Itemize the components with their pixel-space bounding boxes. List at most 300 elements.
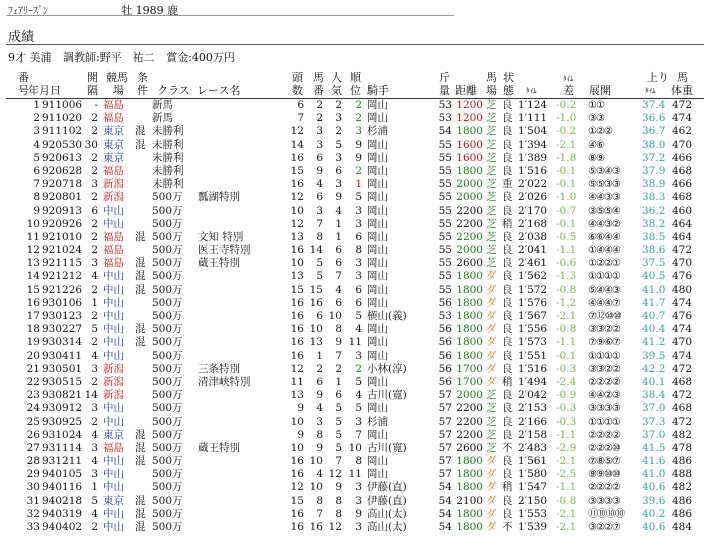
cell-cls: 未勝利 bbox=[152, 178, 184, 191]
cell-surf: 芝 bbox=[486, 441, 497, 454]
cell-umaban: 5 bbox=[316, 270, 323, 283]
cell-no: 29 bbox=[26, 468, 40, 481]
cell-track: 中山 bbox=[103, 481, 124, 494]
cell-cls: 新馬 bbox=[152, 99, 173, 111]
cell-cond: 混 bbox=[135, 336, 146, 349]
cell-pace: ②②②② bbox=[588, 376, 620, 388]
cell-surf: 芝 bbox=[486, 191, 497, 204]
cell-wt: 56 bbox=[438, 296, 452, 309]
cell-rank: 7 bbox=[355, 428, 362, 441]
cell-time: 2′150 bbox=[518, 494, 548, 507]
cell-time: 1′516 bbox=[518, 362, 548, 375]
cell-last: 41.0 bbox=[642, 283, 666, 296]
col-no-bot: 号 bbox=[18, 84, 29, 97]
cell-race: 清津峡特別 bbox=[198, 375, 251, 388]
cell-bw: 478 bbox=[672, 441, 693, 454]
cell-umaban: 2 bbox=[316, 362, 323, 375]
cell-date: 931024 bbox=[42, 428, 83, 441]
cell-surf: ダ bbox=[486, 362, 497, 375]
cell-umaban: 8 bbox=[316, 428, 323, 441]
cell-no: 33 bbox=[26, 521, 40, 533]
cell-date: 920926 bbox=[42, 217, 83, 230]
cell-bw: 468 bbox=[672, 164, 693, 177]
cell-dist: 2100 bbox=[456, 494, 483, 507]
cell-no: 19 bbox=[26, 336, 40, 349]
cell-heads: 10 bbox=[290, 257, 304, 270]
cell-rank: 3 bbox=[355, 415, 362, 428]
cell-state: 稍 bbox=[502, 217, 513, 230]
cell-last: 37.0 bbox=[642, 402, 666, 415]
cell-time: 2′166 bbox=[518, 415, 548, 428]
cell-rank: 11 bbox=[348, 336, 362, 349]
cell-no: 1 bbox=[33, 99, 40, 111]
cell-cls: 500万 bbox=[152, 257, 183, 270]
cell-heads: 15 bbox=[290, 164, 304, 177]
table-row bbox=[0, 112, 717, 125]
cell-time: 1′494 bbox=[518, 375, 548, 388]
cell-diff: -1.2 bbox=[556, 296, 577, 309]
cell-state: 良 bbox=[502, 191, 513, 204]
cell-date: 921010 bbox=[42, 230, 83, 243]
cell-pop: 6 bbox=[335, 244, 342, 257]
cell-no: 6 bbox=[33, 164, 40, 177]
cell-date: 931114 bbox=[42, 441, 83, 454]
cell-dist: 2600 bbox=[456, 441, 483, 454]
col-track-top: 競馬 bbox=[106, 71, 128, 84]
cell-diff: -1.3 bbox=[556, 270, 577, 283]
cell-cls: 500万 bbox=[152, 507, 183, 520]
cell-last: 36.2 bbox=[642, 204, 666, 217]
cell-bw: 472 bbox=[672, 362, 693, 375]
cell-no: 20 bbox=[26, 349, 40, 362]
cell-pace: ⑤④④③ bbox=[588, 284, 620, 296]
cell-cls: 未勝利 bbox=[152, 125, 184, 138]
cell-last: 37.4 bbox=[642, 99, 666, 111]
cell-pop: 2 bbox=[335, 125, 342, 138]
cell-wt: 54 bbox=[438, 507, 452, 520]
cell-wt: 55 bbox=[438, 283, 452, 296]
cell-kan: 2 bbox=[91, 191, 98, 204]
cell-state: 良 bbox=[502, 507, 513, 520]
cell-pace: ②②②② bbox=[588, 429, 620, 441]
cell-dist: 1800 bbox=[456, 310, 483, 322]
cell-state: 良 bbox=[502, 257, 513, 270]
cell-no: 26 bbox=[26, 428, 40, 441]
cell-no: 24 bbox=[26, 402, 40, 415]
cell-wt: 57 bbox=[438, 428, 452, 441]
cell-track: 中山 bbox=[103, 521, 124, 533]
col-state-bot: 態 bbox=[503, 84, 514, 97]
race-results-table bbox=[0, 99, 717, 534]
cell-last: 41.0 bbox=[642, 468, 666, 481]
cell-cond: 混 bbox=[135, 283, 146, 296]
cell-pop: 1 bbox=[335, 375, 342, 388]
cell-no: 15 bbox=[26, 283, 40, 296]
col-diff: 差 bbox=[563, 84, 574, 97]
col-kan-bot: 隔 bbox=[87, 84, 98, 97]
cell-jockey: 岡山 bbox=[367, 191, 388, 204]
cell-no: 31 bbox=[26, 494, 40, 507]
cell-date: 920530 bbox=[42, 138, 83, 151]
cell-last: 39.6 bbox=[642, 494, 666, 507]
cell-time: 2′170 bbox=[518, 204, 548, 217]
cell-last: 37.9 bbox=[642, 164, 666, 177]
cell-diff: -0.3 bbox=[556, 415, 577, 428]
cell-heads: 10 bbox=[290, 415, 304, 428]
cell-rank: 3 bbox=[355, 349, 362, 362]
cell-wt: 56 bbox=[438, 323, 452, 336]
cell-heads: 16 bbox=[290, 151, 304, 164]
cell-track: 中山 bbox=[103, 217, 124, 230]
cell-track: 中山 bbox=[103, 336, 124, 349]
cell-track: 中山 bbox=[103, 296, 124, 309]
cell-track: 中山 bbox=[103, 415, 124, 428]
cell-diff: -1.1 bbox=[556, 244, 577, 257]
cell-time: 1′553 bbox=[518, 507, 548, 520]
col-dist: 距離 bbox=[455, 84, 477, 97]
cell-state: 良 bbox=[502, 151, 513, 164]
cell-wt: 53 bbox=[438, 112, 452, 125]
cell-date: 930411 bbox=[42, 349, 83, 362]
cell-cls: 500万 bbox=[152, 310, 183, 322]
cell-wt: 57 bbox=[438, 441, 452, 454]
cell-state: 良 bbox=[502, 362, 513, 375]
cell-heads: 15 bbox=[290, 283, 304, 296]
cell-pop: 12 bbox=[328, 468, 342, 481]
cell-heads: 9 bbox=[297, 428, 304, 441]
cell-date: 931211 bbox=[42, 455, 83, 468]
cell-pop: 7 bbox=[335, 455, 342, 468]
cell-pace: ⑧⑨ bbox=[588, 152, 604, 164]
cell-time: 2′158 bbox=[518, 428, 548, 441]
cell-rank: 9 bbox=[355, 138, 362, 151]
cell-pace: ①①①① bbox=[588, 416, 620, 428]
cell-jockey: 岡山 bbox=[367, 428, 388, 441]
table-row bbox=[0, 481, 717, 494]
cell-race: 医王寺特別 bbox=[198, 244, 251, 257]
cell-time: 2′483 bbox=[518, 441, 548, 454]
cell-last: 38.5 bbox=[642, 230, 666, 243]
cell-no: 11 bbox=[26, 230, 40, 243]
cell-dist: 2200 bbox=[456, 415, 483, 428]
cell-umaban: 16 bbox=[309, 521, 323, 533]
table-row bbox=[0, 442, 717, 455]
cell-umaban: 9 bbox=[316, 389, 323, 402]
cell-umaban: 4 bbox=[316, 402, 323, 415]
cell-pace: ②②②② bbox=[588, 482, 620, 494]
col-kan-top: 開 bbox=[87, 71, 98, 84]
cell-state: 良 bbox=[502, 494, 513, 507]
cell-surf: ダ bbox=[486, 323, 497, 336]
cell-dist: 1800 bbox=[456, 125, 483, 138]
cell-pop: 7 bbox=[335, 270, 342, 283]
cell-cond: 混 bbox=[135, 494, 146, 507]
cell-diff: -0.2 bbox=[556, 99, 577, 111]
cell-heads: 12 bbox=[290, 362, 304, 375]
cell-dist: 1200 bbox=[456, 112, 483, 125]
cell-last: 38.3 bbox=[642, 191, 666, 204]
cell-jockey: 岡山 bbox=[367, 138, 388, 151]
cell-state: 良 bbox=[502, 336, 513, 349]
cell-track: 新潟 bbox=[103, 389, 124, 402]
cell-date: 911020 bbox=[42, 112, 83, 125]
cell-cls: 新馬 bbox=[152, 112, 173, 125]
cell-state: 稍 bbox=[502, 481, 513, 494]
cell-time: 1′572 bbox=[518, 283, 548, 296]
col-pop-bot: 気 bbox=[331, 84, 342, 97]
cell-cls: 500万 bbox=[152, 402, 183, 415]
cell-kan: 2 bbox=[91, 244, 98, 257]
cell-heads: 13 bbox=[290, 270, 304, 283]
cell-surf: 芝 bbox=[486, 244, 497, 257]
cell-dist: 2200 bbox=[456, 402, 483, 415]
cell-track: 中山 bbox=[103, 468, 124, 481]
col-last-bot: ﾀｲﾑ bbox=[645, 87, 656, 95]
cell-jockey: 岡山 bbox=[367, 468, 388, 481]
col-jockey: 騎手 bbox=[367, 84, 389, 97]
cell-wt: 56 bbox=[438, 349, 452, 362]
col-state-top: 状 bbox=[503, 71, 514, 84]
cell-surf: ダ bbox=[486, 270, 497, 283]
cell-date: 930123 bbox=[42, 310, 83, 322]
cell-bw: 480 bbox=[672, 283, 693, 296]
cell-diff: -0.3 bbox=[556, 362, 577, 375]
age-area: 9才 美浦 bbox=[8, 51, 52, 64]
cell-umaban: 9 bbox=[316, 164, 323, 177]
cell-pop: 8 bbox=[335, 494, 342, 507]
cell-heads: 16 bbox=[290, 455, 304, 468]
cell-pace: ③⑤⑤④ bbox=[588, 205, 620, 217]
cell-cls: 500万 bbox=[152, 217, 183, 230]
cell-kan: 4 bbox=[91, 455, 98, 468]
cell-umaban: 7 bbox=[316, 217, 323, 230]
cell-wt: 53 bbox=[438, 99, 452, 111]
cell-time: 1′389 bbox=[518, 151, 548, 164]
cell-wt: 55 bbox=[438, 191, 452, 204]
cell-pace: ②②②⑩ bbox=[588, 442, 620, 454]
col-surface-top: 馬 bbox=[486, 71, 497, 84]
cell-pop: 4 bbox=[335, 283, 342, 296]
cell-bw: 472 bbox=[672, 415, 693, 428]
cell-bw: 486 bbox=[672, 494, 693, 507]
cell-cls: 500万 bbox=[152, 428, 183, 441]
cell-date: 940402 bbox=[42, 521, 83, 533]
cell-kan: 2 bbox=[91, 230, 98, 243]
cell-state: 不 bbox=[502, 441, 513, 454]
cell-cond: 混 bbox=[135, 507, 146, 520]
cell-time: 2′461 bbox=[518, 257, 548, 270]
cell-wt: 55 bbox=[438, 270, 452, 283]
cell-umaban: 15 bbox=[309, 283, 323, 296]
cell-last: 40.1 bbox=[642, 375, 666, 388]
cell-kan: 4 bbox=[91, 428, 98, 441]
cell-wt: 57 bbox=[438, 455, 452, 468]
table-row bbox=[0, 350, 717, 363]
cell-diff: -0.1 bbox=[556, 217, 577, 230]
cell-rank: 2 bbox=[355, 112, 362, 125]
table-row bbox=[0, 152, 717, 165]
cell-pop: 1 bbox=[335, 230, 342, 243]
cell-bw: 474 bbox=[672, 349, 693, 362]
cell-rank: 3 bbox=[355, 521, 362, 533]
cell-track: 福島 bbox=[103, 164, 124, 177]
cell-pace: ⑦⑧⑤⑦ bbox=[588, 456, 620, 468]
cell-state: 良 bbox=[502, 389, 513, 402]
cell-pop: 9 bbox=[335, 191, 342, 204]
cell-last: 40.6 bbox=[642, 521, 666, 533]
cell-time: 1′573 bbox=[518, 336, 548, 349]
cell-time: 1′539 bbox=[518, 521, 548, 533]
cell-state: 良 bbox=[502, 99, 513, 111]
cell-last: 38.6 bbox=[642, 244, 666, 257]
cell-jockey: 岡山 bbox=[367, 151, 388, 164]
cell-umaban: 3 bbox=[316, 125, 323, 138]
cell-date: 921212 bbox=[42, 270, 83, 283]
cell-surf: 芝 bbox=[486, 415, 497, 428]
cell-kan: 3 bbox=[91, 257, 98, 270]
cell-wt: 55 bbox=[438, 164, 452, 177]
cell-no: 5 bbox=[33, 151, 40, 164]
cell-time: 2′026 bbox=[518, 191, 548, 204]
table-row bbox=[0, 455, 717, 468]
cell-pop: 5 bbox=[335, 441, 342, 454]
cell-surf: ダ bbox=[486, 468, 497, 481]
cell-diff: -2.1 bbox=[556, 455, 577, 468]
cell-state: 良 bbox=[502, 296, 513, 309]
cell-surf: ダ bbox=[486, 283, 497, 296]
cell-diff: -1.0 bbox=[556, 191, 577, 204]
cell-jockey: 岡山 bbox=[367, 375, 388, 388]
cell-time: 1′394 bbox=[518, 138, 548, 151]
cell-pop: 6 bbox=[335, 164, 342, 177]
cell-track: 新潟 bbox=[103, 178, 124, 191]
cell-rank: 3 bbox=[355, 125, 362, 138]
cell-umaban: 13 bbox=[309, 336, 323, 349]
cell-wt: 55 bbox=[438, 204, 452, 217]
cell-umaban: 9 bbox=[316, 441, 323, 454]
cell-diff: -0.7 bbox=[556, 204, 577, 217]
cell-no: 21 bbox=[26, 362, 40, 375]
cell-track: 福島 bbox=[103, 244, 124, 257]
cell-surf: 芝 bbox=[486, 428, 497, 441]
cell-track: 中山 bbox=[103, 270, 124, 283]
cell-diff: -1.1 bbox=[556, 428, 577, 441]
cell-kan: 4 bbox=[91, 270, 98, 283]
cell-kan: 2 bbox=[91, 336, 98, 349]
cell-heads: 16 bbox=[290, 296, 304, 309]
cell-heads: 16 bbox=[290, 336, 304, 349]
cell-track: 中山 bbox=[103, 323, 124, 336]
cell-wt: 55 bbox=[438, 151, 452, 164]
cell-dist: 1800 bbox=[456, 468, 483, 481]
cell-bw: 470 bbox=[672, 138, 693, 151]
cell-dist: 1800 bbox=[456, 270, 483, 283]
cell-pop: 12 bbox=[328, 521, 342, 533]
cell-wt: 54 bbox=[438, 494, 452, 507]
cell-pop: 2 bbox=[335, 99, 342, 111]
cell-umaban: 6 bbox=[316, 151, 323, 164]
cell-umaban: 2 bbox=[316, 112, 323, 125]
cell-umaban: 3 bbox=[316, 138, 323, 151]
cell-heads: 12 bbox=[290, 217, 304, 230]
cell-no: 23 bbox=[26, 389, 40, 402]
cell-state: 良 bbox=[502, 428, 513, 441]
cell-pop: 10 bbox=[328, 310, 342, 322]
cell-track: 東京 bbox=[103, 428, 124, 441]
cell-dist: 1800 bbox=[456, 164, 483, 177]
table-row bbox=[0, 402, 717, 415]
cell-wt: 57 bbox=[438, 415, 452, 428]
table-row bbox=[0, 297, 717, 310]
cell-heads: 14 bbox=[290, 138, 304, 151]
cell-jockey: 岡山 bbox=[367, 349, 388, 362]
cell-date: 930821 bbox=[42, 389, 83, 402]
col-rank-top: 順 bbox=[350, 71, 361, 84]
cell-wt: 56 bbox=[438, 362, 452, 375]
table-row bbox=[0, 376, 717, 389]
col-track-bot: 場 bbox=[113, 84, 124, 97]
cell-diff: -1.8 bbox=[556, 151, 577, 164]
cell-no: 7 bbox=[33, 178, 40, 191]
cell-time: 1′562 bbox=[518, 270, 548, 283]
table-row bbox=[0, 363, 717, 376]
cell-jockey: 岡山 bbox=[367, 296, 388, 309]
cell-last: 36.7 bbox=[642, 125, 666, 138]
table-row bbox=[0, 521, 717, 534]
cell-rank: 2 bbox=[355, 99, 362, 111]
cell-no: 25 bbox=[26, 415, 40, 428]
cell-dist: 1800 bbox=[456, 507, 483, 520]
cell-cls: 500万 bbox=[152, 441, 183, 454]
cell-kan: 2 bbox=[91, 217, 98, 230]
cell-jockey: 岡山 bbox=[367, 244, 388, 257]
cell-rank: 5 bbox=[355, 310, 362, 322]
cell-diff: -0.5 bbox=[556, 230, 577, 243]
cell-cond: 混 bbox=[135, 323, 146, 336]
cell-pace: ①①①① bbox=[588, 350, 620, 362]
cell-kan: 30 bbox=[84, 138, 98, 151]
cell-cls: 未勝利 bbox=[152, 164, 184, 177]
cell-state: 良 bbox=[502, 270, 513, 283]
cell-bw: 482 bbox=[672, 428, 693, 441]
cell-time: 1′576 bbox=[518, 296, 548, 309]
cell-diff: -1.1 bbox=[556, 336, 577, 349]
cell-kan: 1 bbox=[91, 296, 98, 309]
cell-bw: 474 bbox=[672, 112, 693, 125]
cell-track: 中山 bbox=[103, 349, 124, 362]
cell-state: 良 bbox=[502, 310, 513, 322]
cell-kan: - bbox=[94, 99, 98, 111]
cell-diff: -0.8 bbox=[556, 283, 577, 296]
cell-surf: 芝 bbox=[486, 402, 497, 415]
cell-pop: 8 bbox=[335, 507, 342, 520]
cell-track: 福島 bbox=[103, 112, 124, 125]
cell-rank: 2 bbox=[355, 164, 362, 177]
cell-track: 東京 bbox=[103, 125, 124, 138]
cell-heads: 16 bbox=[290, 310, 304, 322]
cell-cond: 混 bbox=[135, 257, 146, 270]
cell-no: 17 bbox=[26, 310, 40, 322]
cell-race: 三条特別 bbox=[198, 362, 240, 375]
cell-rank: 5 bbox=[355, 191, 362, 204]
cell-last: 37.3 bbox=[642, 415, 666, 428]
cell-surf: ダ bbox=[486, 507, 497, 520]
cell-track: 中山 bbox=[103, 310, 124, 322]
cell-surf: 芝 bbox=[486, 99, 497, 111]
cell-cls: 500万 bbox=[152, 481, 183, 494]
cell-heads: 13 bbox=[290, 389, 304, 402]
cell-pace: ⑥⑥④④ bbox=[588, 231, 620, 243]
